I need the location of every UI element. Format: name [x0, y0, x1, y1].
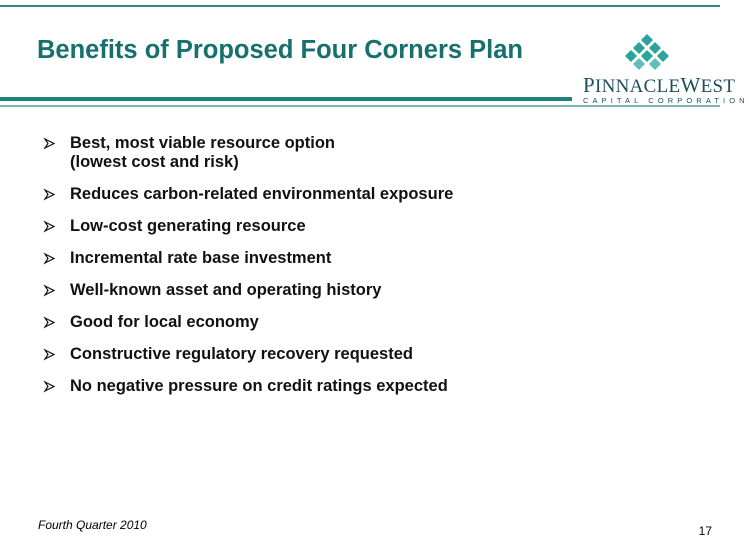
- pinnacle-west-logo: [575, 32, 749, 105]
- diamond-mark-icon: [619, 34, 675, 72]
- arrow-bullet-icon: [44, 253, 55, 264]
- arrow-bullet-icon: [44, 349, 55, 360]
- list-item: [44, 313, 453, 332]
- list-item: [44, 249, 453, 268]
- title-divider: [0, 97, 572, 101]
- arrow-bullet-icon: [44, 189, 55, 200]
- benefits-list: [44, 134, 453, 409]
- arrow-bullet-icon: [44, 221, 55, 232]
- page-number: 17: [698, 524, 712, 538]
- arrow-bullet-icon: [44, 285, 55, 296]
- list-item-text: Reduces carbon-related environmental exposure: [70, 185, 454, 203]
- arrow-bullet-icon: [44, 138, 55, 149]
- logo-subtitle: CAPITAL CORPORATION: [583, 96, 749, 105]
- list-item: [44, 377, 453, 396]
- title-divider-thin: [0, 105, 720, 107]
- list-item: [44, 134, 453, 172]
- arrow-bullet-icon: [44, 317, 55, 328]
- list-item: [44, 281, 453, 300]
- logo-name: PINNACLEWEST: [583, 73, 736, 97]
- list-item-text: Good for local economy: [70, 313, 259, 331]
- list-item: [44, 185, 453, 204]
- list-item-text: Low-cost generating resource: [70, 217, 306, 235]
- arrow-bullet-icon: [44, 381, 55, 392]
- list-item: [44, 217, 453, 236]
- list-item-text: No negative pressure on credit ratings expected: [70, 377, 448, 395]
- list-item-text: Well-known asset and operating history: [70, 281, 382, 299]
- list-item-text: Incremental rate base investment: [70, 249, 332, 267]
- list-item: [44, 345, 453, 364]
- list-item-text: Constructive regulatory recovery requested: [70, 345, 413, 363]
- footer-period: Fourth Quarter 2010: [38, 518, 147, 532]
- slide-title: Benefits of Proposed Four Corners Plan: [37, 36, 523, 64]
- top-rule: [0, 5, 720, 7]
- list-item-text: Best, most viable resource option (lowest cost and risk): [70, 134, 335, 171]
